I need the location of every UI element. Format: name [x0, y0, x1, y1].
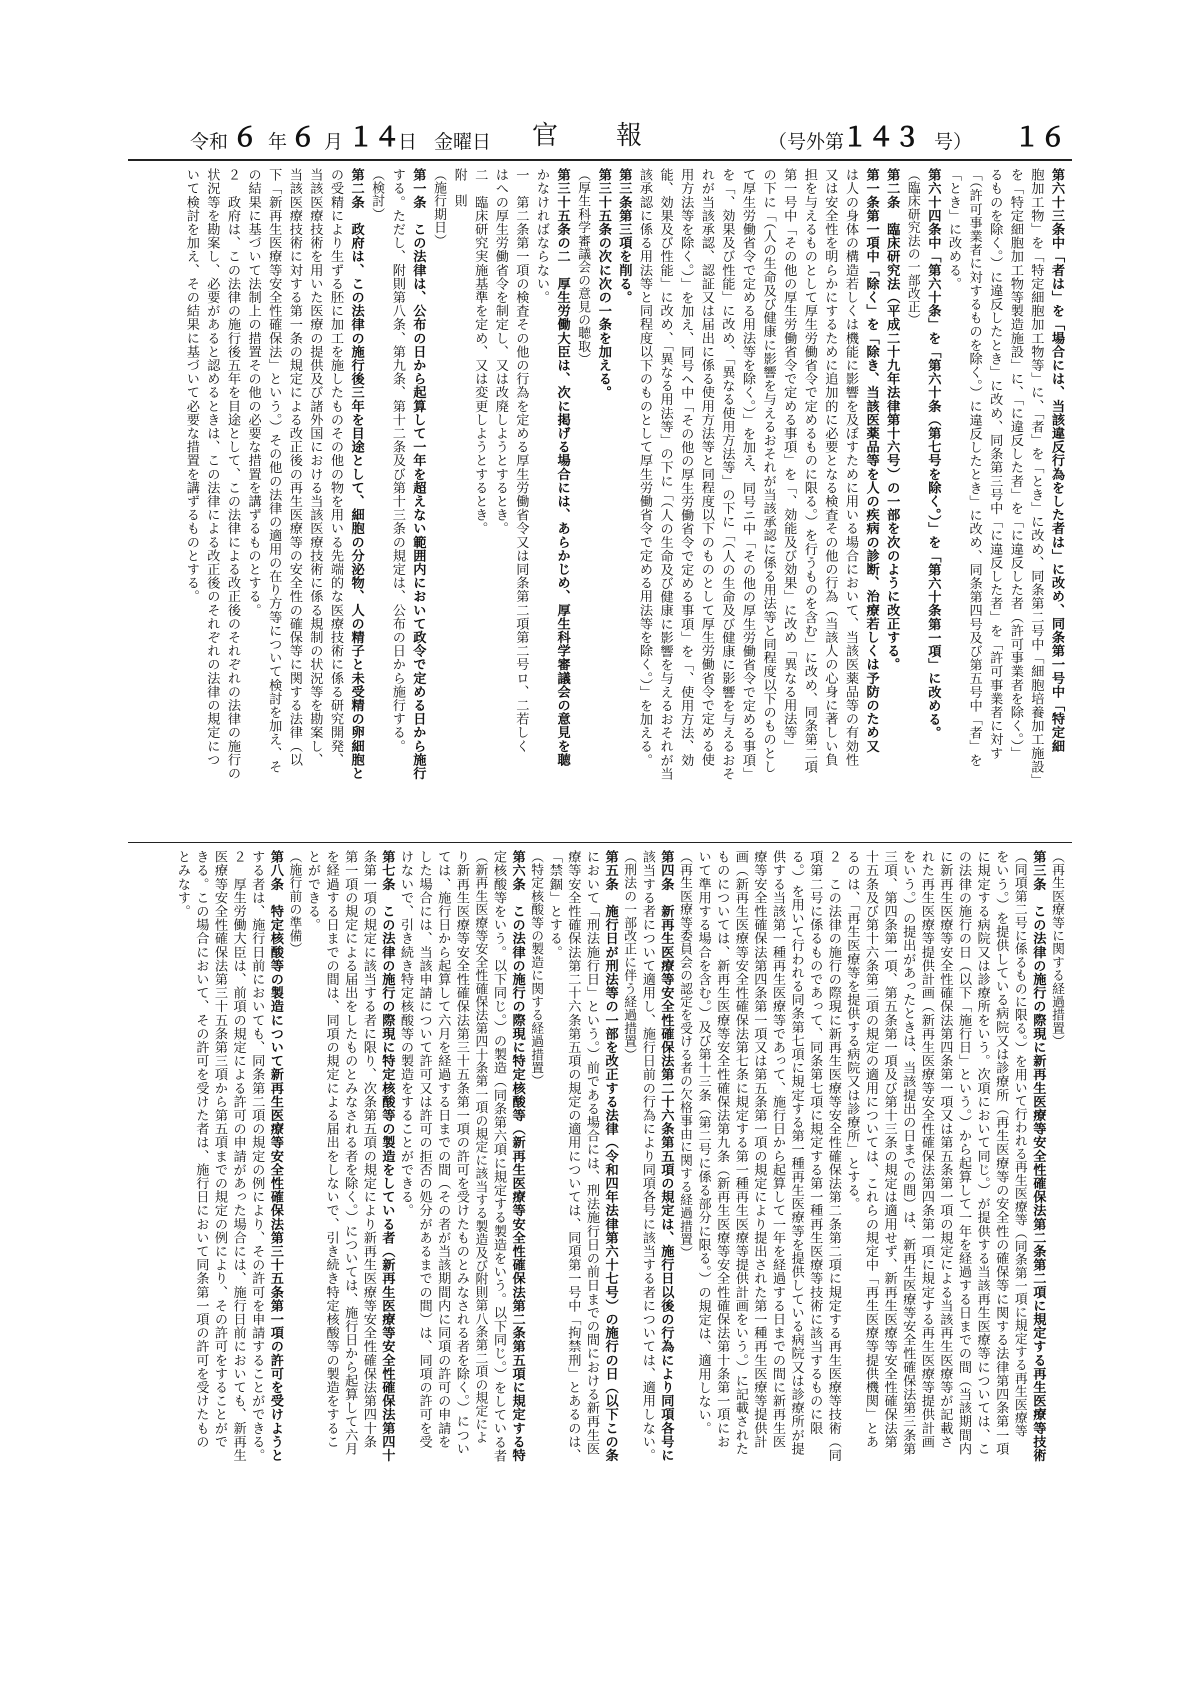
- text-column: 医療等安全性確保法第三十五条第三項から第五項までの規定の例により、その許可をすることがで: [212, 850, 227, 1449]
- text-column: 第六十四条中「第六十条」を「第六十条（第七号を除く。）」を「第六十条第一項」に改める。: [925, 168, 941, 740]
- text-column: 第四条 新再生医療等安全性確保法第二十六条第五項の規定は、施行日以後の行為により同項各号に: [658, 850, 674, 1462]
- paper-name: 官 報: [532, 121, 645, 151]
- text-column: 能、効果及び性能」に改め、「異なる用法等」の下に「（人の生命及び健康に影響を与えるおそれが当: [657, 168, 673, 781]
- issue-number: １４３: [842, 123, 921, 153]
- date-weekday: 金曜日: [434, 131, 492, 153]
- header-rule: [128, 159, 1072, 161]
- text-column: 「とき」に改める。: [946, 168, 961, 291]
- date-era: 令和: [190, 131, 229, 153]
- issue-close: 号）: [934, 131, 973, 153]
- text-column: をいう。）の提出があったときは、当該提出の日までの間）は、新再生医療等安全性確保法第三条第: [900, 850, 916, 1456]
- text-column: 第一条 この法律は、公布の日から起算して一年を超えない範囲内において政令で定める日から施行: [410, 168, 426, 780]
- text-column: （再生医療等に関する経過措置）: [1049, 850, 1064, 1048]
- text-column: 胞加工物」を「特定細胞加工物等」に、「者」を「とき」に改め、同条第二号中「細胞培養加工施設」: [1028, 168, 1044, 787]
- text-column: はへの厚生労働省令を制定し、又は改廃しようとするとき。: [492, 168, 508, 536]
- text-column: 該承認に係る用法等と同程度以下のものとして厚生労働省令で定める用法等を除く。）」を加える。: [637, 168, 652, 767]
- text-column: 三項、第四条第一項、第五条第一項及び第十三条の規定は適用せず、新再生医療等安全性確保法第: [881, 850, 897, 1449]
- text-column: けないで、引き続き特定核酸等の製造をすることができる。: [398, 850, 413, 1218]
- text-column: ては、施行日から起算して六月を経過する日までの間（その者が当該期間内に同項の許可の申請を: [435, 850, 451, 1449]
- text-column: 第三条 この法律の施行の際現に新再生医療等安全性確保法第二条第二項に規定する再生医療等技術: [1030, 850, 1046, 1462]
- text-column: の結果に基づいて法制上の措置その他の必要な措置を講ずるものとする。: [245, 168, 261, 617]
- text-column: れが当該承認、認証又は届出に係る使用方法等と同程度以下のものとして厚生労働省令で定める使: [698, 168, 714, 767]
- text-column: において「刑法施行日」という。）前である場合には、刑法施行日の前日までの間における新再生医: [584, 850, 599, 1456]
- text-column: （厚生科学審議会の意見の聴取）: [575, 168, 591, 366]
- text-column: を「特定細胞加工物等製造施設」に、「に違反した者」を「に違反した者（許可事業者を除く。）」: [1007, 168, 1023, 761]
- text-column: に新再生医療等安全性確保法第四条第一項又は第五条第一項の規定による当該再生医療等が記載さ: [937, 850, 953, 1449]
- text-column: 第二条 臨床研究法（平成二十九年法律第十六号）の一部を次のように改正する。: [884, 168, 900, 672]
- text-column: （施行期日）: [431, 168, 446, 248]
- text-column: 第一号中「その他の厚生労働省令で定める事項」を「、効能及び効果」に改め「異なる用法等」: [781, 168, 797, 753]
- text-column: かなければならない。: [534, 168, 549, 304]
- text-column: （特定核酸等の製造に関する経過措置）: [528, 850, 544, 1088]
- upper-text-block: [128, 168, 1072, 834]
- text-column: 一 第二条第一項の検査その他の行為を定める厚生労働省令又は同条第二項第二号ロ、二若しく: [513, 168, 529, 753]
- text-column: 用方法等を除く。）」を加え、同号ヘ中「その他の厚生労働省令で定める事項」を「、使用方法、効: [678, 168, 694, 767]
- text-column: を経過する日までの間は、同項の規定による届出をしないで、引き続き特定核酸等の製造をするこ: [323, 850, 339, 1449]
- text-column: 二 臨床研究実施基準を定め、又は変更しようとするとき。: [472, 168, 488, 536]
- text-column: をいう。）を提供している病院又は診療所（再生医療等の安全性の確保等に関する法律第四条第一項: [993, 850, 1009, 1456]
- text-column: （同項第二号に係るものに限る。）を用いて行われる再生医療等（同条第一項に規定する再生医療等: [1011, 850, 1027, 1438]
- text-column: るものを除く。）に違反したとき」に改め、同条第三号中「に違反した者」を「許可事業者に対す: [987, 168, 1003, 760]
- text-column: 画（新再生医療等安全性確保法第七条に規定する第一種再生医療等提供計画をいう。）に記載された: [732, 850, 748, 1456]
- text-column: 第八条 特定核酸等の製造について新再生医療等安全性確保法第三十五条第一項の許可を受けようと: [267, 850, 283, 1462]
- text-column: 状況等を勘案し、必要があると認めるときは、この法律による改正後のそれぞれの法律の規定につ: [204, 168, 220, 767]
- text-column: 第一条第一項中「除く」を「除き、当該医薬品等を人の疾病の診断、治療若しくは予防のため又: [863, 168, 879, 753]
- text-column: 該当する者について適用し、施行日前の行為により同項各号に該当する者については、適用しない。: [639, 850, 655, 1462]
- text-column: （施行前の準備）: [286, 850, 302, 956]
- text-column: 療等安全性確保法第二十六条第五項の規定の適用については、同項第一号中「拘禁刑」とあるのは、: [565, 850, 581, 1462]
- text-column: 第三条第三項を削る。: [616, 168, 632, 304]
- text-column: 十五条及び第十六条第二項の規定の適用については、これらの規定中「再生医療等提供機関」とあ: [863, 850, 878, 1449]
- text-column: する者は、施行日前においても、同条第二項の規定の例により、その許可を申請することができる。: [249, 850, 265, 1462]
- text-column: （検討）: [369, 168, 385, 221]
- text-column: 第五条 施行日が刑法等の一部を改正する法律（令和四年法律第六十七号）の施行の日（以下この条: [602, 850, 618, 1462]
- page-header: [128, 122, 1072, 162]
- text-column: 第三十五条の二 厚生労働大臣は、次に掲げる場合には、あらかじめ、厚生科学審議会の意見を聴: [554, 168, 570, 767]
- text-column: 担を与えるものとして厚生労働省令で定めるものに限る。）を行うものを含む」に改め、同条第二項: [801, 168, 817, 774]
- text-column: 第七条 この法律の施行の際現に特定核酸等の製造をしている者（新再生医療等安全性確保法第四十: [379, 850, 395, 1462]
- text-column: れた再生医療等提供計画（新再生医療等安全性確保法第四条第一項に規定する再生医療等提供計画: [918, 850, 934, 1449]
- text-column: ものについては、新再生医療等安全性確保法第九条（新再生医療等安全性確保法第十条第一項にお: [714, 850, 730, 1449]
- text-column: とができる。: [305, 850, 320, 932]
- text-column: 第六十三条中「者は」を「場合には、当該違反行為をした者は」に改め、同条第一号中「特定細: [1049, 168, 1064, 753]
- text-column: した場合には、当該申請について許可又は許可の拒否の処分があるまでの間）は、同項の許可を受: [416, 850, 432, 1449]
- text-column: ２ 政府は、この法律の施行後五年を目途として、この法律による改正後のそれぞれの法律の施行の: [225, 168, 240, 780]
- text-column: ２ 厚生労働大臣は、前項の規定による許可の申請があった場合には、施行日前においても、新再生: [230, 850, 246, 1462]
- issue-open: （号外第: [768, 131, 845, 153]
- text-column: り新再生医療等安全性確保法第三十五条第一項の許可を受けたものとみなされる者を除く。）につい: [453, 850, 469, 1456]
- text-column: 「禁錮」とする。: [546, 850, 562, 959]
- text-column: に規定する病院又は診療所をいう。次項において同じ。）が提供する当該再生医療等については、こ: [974, 850, 990, 1456]
- text-column: 療等安全性確保法第四条第一項又は第五条第一項の規定により提出された第一種再生医療等提供計: [751, 850, 767, 1449]
- text-column: 第一項の規定による届出をしたものとみなされる者を除く。）については、施行日から起算して六月: [342, 850, 358, 1456]
- text-column: きる。この場合において、その許可を受けた者は、施行日において同条第一項の許可を受けたもの: [193, 850, 209, 1449]
- text-column: 条第一項の規定に該当する者に限り、次条第五項の規定により新再生医療等安全性確保法第四十条: [360, 850, 376, 1449]
- text-column: 第六条 この法律の施行の際現に特定核酸等（新再生医療等安全性確保法第二条第五項に規定する特: [509, 850, 525, 1462]
- date-day-unit: 日: [398, 131, 418, 153]
- text-column: （刑法の一部改正に伴う経過措置）: [621, 850, 637, 1062]
- text-column: とみなす。: [174, 850, 190, 918]
- section-divider: [128, 842, 1072, 843]
- text-column: るのは、「再生医療等を提供する病院又は診療所」とする。: [844, 850, 860, 1211]
- text-column: 「（許可事業者に対するものを除く。）に違反したとき」に改め、同条第四号及び第五号中「者」を: [966, 168, 982, 767]
- text-column: 附 則: [451, 168, 467, 208]
- text-column: 第三十五条の次に次の一条を加える。: [595, 168, 611, 400]
- text-column: 下「新再生医療等安全性確保法」という。）その他の法律の適用の在り方等について検討を加え、そ: [266, 168, 282, 774]
- text-column: の法律の施行の日（以下「施行日」という。）から起算して一年を経過する日までの間（当該期間内: [956, 850, 971, 1456]
- text-column: て厚生労働省令で定める用法等を除く。）」を加え、同号ニ中「その他の厚生労働省令で定める事項」: [740, 168, 755, 781]
- text-column: する。ただし、附則第八条、第九条、第十二条及び第十三条の規定は、公布の日から施行する。: [389, 168, 405, 753]
- text-column: （臨床研究法の一部改正）: [904, 168, 920, 327]
- text-column: を「、効果及び性能」に改め、「異なる使用方法等」の下に「（人の生命及び健康に影響を与えるおそ: [719, 168, 735, 781]
- text-column: 第二条 政府は、この法律の施行後三年を目途として、細胞の分泌物、人の精子と未受精の卵細胞と: [348, 168, 364, 780]
- text-column: 当該医療技術を用いた医療の提供及び諸外国における当該医療技術に係る規制の状況等を勘案し、: [307, 168, 323, 767]
- date-year: ６: [232, 123, 259, 153]
- text-column: 当該医療技術に対する第一条の規定による改正後の再生医療等の安全性の確保等に関する法律（以: [286, 168, 302, 767]
- text-column: いて検討を加え、その結果に基づいて必要な措置を講ずるものとする。: [183, 168, 199, 604]
- date-month: ６: [290, 123, 317, 153]
- date-month-unit: 月: [324, 131, 344, 153]
- text-column: 項第二号に係るものであって、同条第七項に規定する第一種再生医療等技術に該当するものに限: [807, 850, 823, 1435]
- date-year-unit: 年: [268, 131, 288, 153]
- text-column: （新再生医療等安全性確保法第四十条第一項の規定に該当する製造及び附則第八条第二項の規定によ: [472, 850, 488, 1444]
- text-column: の下に「（人の生命及び健康に影響を与えるおそれが当該承認に係る用法等と同程度以下のものとし: [760, 168, 776, 774]
- page-number: １６: [1014, 123, 1067, 153]
- text-column: 供する当該第一種再生医療等であって、施行日から起算して一年を経過する日までの間に新再生医: [770, 850, 785, 1449]
- text-column: る。）を用いて行われる同条第七項に規定する第一種再生医療等を提供している病院又は診療所が提: [788, 850, 804, 1456]
- text-column: の受精により生ずる胚に加工を施したものその他の物を用いる先端的な医療技術に係る研究開発、: [328, 168, 343, 767]
- text-column: いて準用する場合を含む。）及び第十三条（第二号に係る部分に限る。）の規定は、適用しない。: [695, 850, 711, 1436]
- lower-text-block: [128, 850, 1072, 1516]
- text-column: 定核酸等をいう。以下同じ。）の製造（同条第六項に規定する製造をいう。以下同じ。）をしている者: [491, 850, 506, 1463]
- text-column: は人の身体の構造若しくは機能に影響を及ぼすために用いる場合において、当該医薬品等の有効性: [843, 168, 858, 767]
- date-day: １４: [348, 123, 401, 153]
- text-column: 又は安全性を明らかにするために追加的に必要となる検査その他の行為（当該人の心身に著しい負: [822, 168, 838, 767]
- text-column: （再生医療等委員会の認定を受ける者の欠格事由に関する経過措置）: [677, 850, 692, 1260]
- text-column: ２ この法律の施行の際現に新再生医療等安全性確保法第二条第二項に規定する再生医療等技術（同: [825, 850, 841, 1462]
